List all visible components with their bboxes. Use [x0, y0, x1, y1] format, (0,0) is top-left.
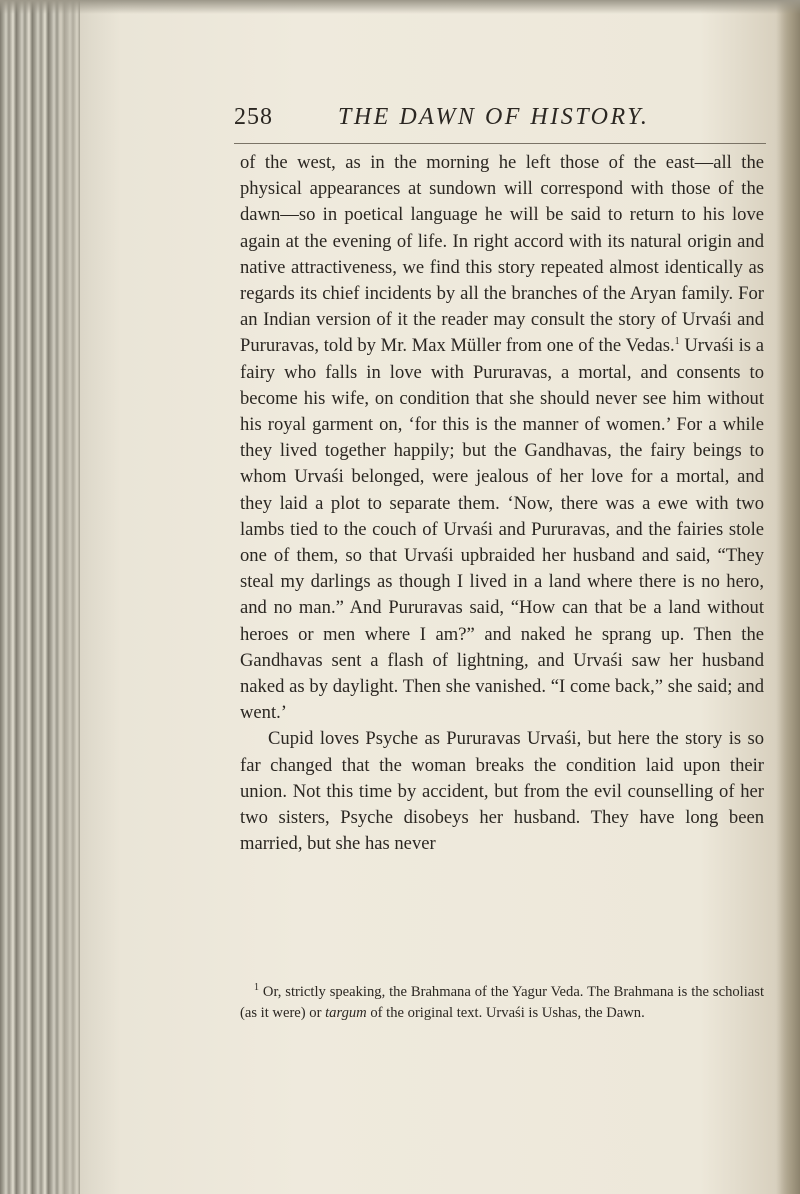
footnote-1 [240, 982, 764, 1024]
paragraph-2: Cupid loves Psyche as Pururavas Urvaśi, but here the story is so far changed that the woman breaks the condition laid upon their union. Not this time by accident, but from the evil counselling of her two sisters, Psyche disobeys her husband. They have long been married, but she has never [240, 728, 764, 855]
footnote-text-part-2: of the original text. Urvaśi is Ushas, the Dawn. [366, 1005, 645, 1021]
top-edge-shadow [0, 0, 800, 14]
paragraph-1-part-2: Urvaśi is a fairy who falls in love with Pururavas, a mortal, and consents to become his wife, on condition that she should never see him without his royal garment on, ‘for this is the manner of women.’ For a while they lived together happily; but the Gandhavas, the fairy beings to whom Urvaśi belonged, were jealous of her love for a mortal, and they laid a plot to separate them. ‘Now, there was a ewe with two lambs tied to the couch of Urvaśi and Pururavas, and the fairies stole one of them, so that Urvaśi upbraided her husband and said, “They steal my darlings as though I lived in a land where there is no hero, and no man.” And Pururavas said, “How can that be a land without heroes or men where I am?” and naked he sprang up. Then the Gandhavas sent a flash of lightning, and Urvaśi saw her husband naked as by daylight. Then she vanished. “I come back,” she said; and went.’ [240, 335, 764, 724]
footnote-marker: 1 [254, 982, 259, 994]
paragraph-1 [240, 150, 764, 726]
footnotes [240, 982, 764, 1024]
header-rule [234, 143, 766, 144]
footnote-reference: 1 [674, 336, 680, 348]
paragraph-1-part-1: of the west, as in the morning he left those of the east—all the physical appearances at sundown will correspond with those of the dawn—so in poetical language he will be said to return to his love again at the evening of life. In right accord with its natural origin and native attractiveness, we find this story repeated almost identically as regards its chief incidents by all the branches of the Aryan family. For an Indian version of it the reader may consult the story of Urvaśi and Pururavas, told by Mr. Max Müller from one of the Vedas. [240, 152, 764, 357]
gutter-shadow [60, 0, 120, 1194]
page-edge-shadow [776, 0, 800, 1194]
page-header [234, 104, 794, 138]
footnote-italic-term: targum [325, 1005, 367, 1021]
body-text [240, 150, 764, 857]
page-number: 258 [234, 104, 273, 130]
footnote-text-part-1: Or, strictly speaking, the Brahmana of the Yagur Veda. The Brahmana is the scholiast (as it were) or [240, 984, 764, 1021]
running-title: THE DAWN OF HISTORY. [338, 104, 650, 130]
